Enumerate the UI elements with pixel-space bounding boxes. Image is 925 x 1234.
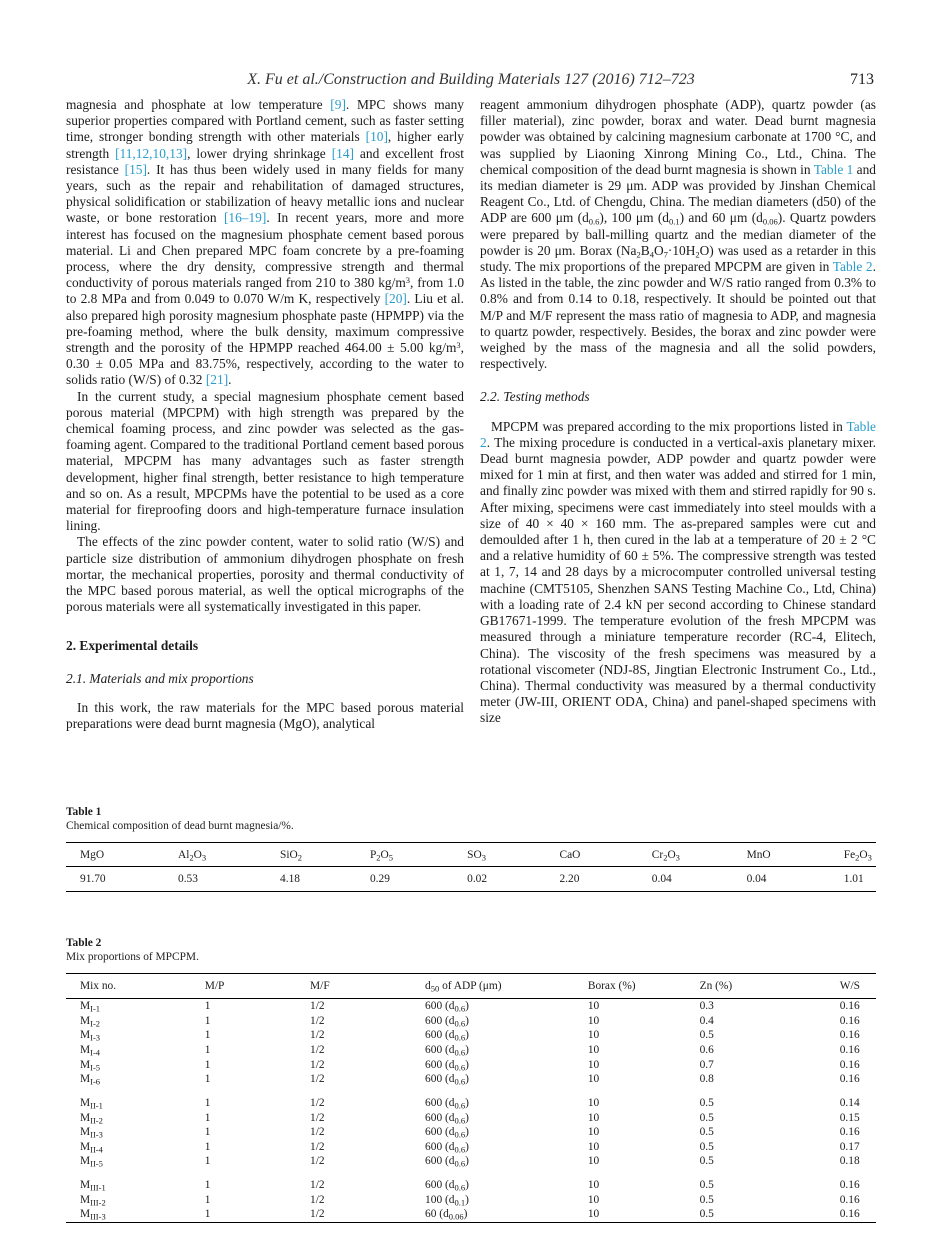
table-cell: 0.5 [699, 1029, 714, 1042]
table-row [66, 1193, 876, 1208]
chemical-composition-table [66, 842, 876, 892]
text-sub: 0.6 [454, 1076, 466, 1087]
text-sub: II-1 [90, 1100, 103, 1111]
column-header: SiO$_2$ [280, 849, 303, 863]
table-cell: 1 [204, 1126, 211, 1139]
journal-citation: X. Fu et al./Construction and Building Materials 127 (2016) 712–723 [247, 71, 695, 88]
table-cell: 1/2 [310, 1208, 325, 1221]
table-cell: 1/2 [310, 1073, 325, 1086]
table-row [66, 1057, 876, 1072]
table-cell: 0.14 [839, 1097, 860, 1110]
table-row [66, 1043, 876, 1058]
column-header: CaO [559, 849, 581, 861]
table-cell: 10 [587, 1014, 600, 1027]
text-sub: 0.6 [454, 1018, 466, 1029]
table-row [66, 1096, 876, 1111]
table-cell: 0.04 [746, 873, 767, 885]
table-cell: 10 [587, 1126, 600, 1139]
column-right [480, 97, 876, 727]
table-cell: 600 $(d_{0.6})$ [425, 1029, 469, 1043]
table-cell: 1/2 [310, 1111, 325, 1124]
text-sub: I-4 [90, 1047, 101, 1058]
table-cell: 0.4 [699, 1014, 714, 1027]
table-cell: 600 $(d_{0.6})$ [425, 1073, 469, 1087]
table-cell: 1/2 [310, 1043, 325, 1056]
text-sub: 0.1 [454, 1197, 466, 1208]
table-cell: 0.5 [699, 1097, 714, 1110]
table-cell: 1/2 [310, 1058, 325, 1071]
table-cell: 2.20 [559, 873, 580, 885]
column-header: Borax (%) [587, 980, 636, 992]
page-number: 713 [850, 71, 874, 88]
text-sub: 0.6 [454, 1115, 466, 1125]
citation-link[interactable]: Table 1 [813, 161, 854, 177]
column-header: $P_2O_5$ [369, 849, 394, 863]
text-sub: 2 [855, 852, 860, 863]
table-cell: 10 [587, 1073, 600, 1086]
text-sub: 2 [636, 249, 641, 260]
text-sub: 0.6 [454, 1062, 466, 1072]
column-header: MgO [80, 849, 105, 861]
text-sup: 3 [405, 275, 410, 286]
citation-link[interactable]: [9] [330, 97, 346, 112]
table-cell: 0.17 [839, 1140, 860, 1153]
table-cell: 0.5 [699, 1208, 714, 1221]
table-cell: 60 $(d_{0.06})$ [425, 1208, 468, 1222]
citation-link[interactable]: [14] [331, 145, 354, 161]
column-header: M/F [310, 980, 330, 992]
table-row [66, 1110, 876, 1125]
table-cell: 600 $(d_{0.6})$ [425, 1179, 469, 1193]
table-cell: 1 [204, 1058, 211, 1071]
table-cell: $M_{I-3}$ [80, 1029, 101, 1043]
paragraph: In this work, the raw materials for the MPC based porous material preparations were dead burnt magnesia (MgO), analytical [66, 699, 464, 732]
column-left [66, 97, 464, 732]
table-cell: 10 [587, 1140, 600, 1153]
column-header: W/S [839, 980, 860, 992]
table-cell: 0.5 [699, 1140, 714, 1153]
spacer-cell [66, 1169, 876, 1178]
table-cell: 600 $(d_{0.6})$ [425, 1000, 469, 1014]
text-sub: 0.6 [588, 216, 600, 227]
table-cell: 0.53 [178, 873, 198, 885]
column-header: $Fe_2O_3$ [843, 849, 872, 863]
table-cell: 0.5 [699, 1155, 714, 1168]
table-cell: 10 [587, 1000, 600, 1013]
table-cell: 0.6 [699, 1043, 714, 1056]
table-cell: $M_{I-5}$ [80, 1058, 101, 1072]
text-sub: 5 [388, 852, 394, 863]
table-cell: 600 $(d_{0.6})$ [425, 1111, 469, 1125]
table-cell: 0.02 [467, 873, 488, 885]
table-cell: 1/2 [310, 1155, 325, 1168]
table-cell: $M_{II-2}$ [80, 1111, 103, 1125]
table-cell: 0.16 [839, 1058, 860, 1071]
citation-link[interactable]: [21] [205, 372, 229, 388]
table-cell: 1 [204, 1043, 211, 1056]
table-row [66, 1154, 876, 1169]
paragraph: reagent ammonium dihydrogen phosphate (ADP), quartz powder (as filler material), zinc powder, borax and water. Dead burnt magnesia powder was obtained by calcining magnesium carbonate at 1700 °C, and was supplied by Liaoning Xinrong Mining Co., Ltd., China. The chemical composition of the dead burnt magnesia is shown in Table 1 and its median diameter is 29 μm. ADP was provided by Jinshan Chemical Reagent Co., Ltd. of Chengdu, China. The median diameters (d50) of the ADP are 600 μm (d0.6), 100 μm (d0.1) and 60 μm (d0.06). Quartz powders were prepared by ball-milling quartz and the median diameter of the powder is 20 μm. Borax (Na2B4O7·10H2O) was used as a retarder in this study. The mix proportions of the prepared MPCPM are given in Table 2. As listed in the table, the zinc powder and W/S ratio ranged from 0.3% to 0.8% and from 0.14 to 0.18, respectively. It should be pointed out that M/P and M/F represent the mass ratio of magnesia to ADP, and magnesia to quartz powder, respectively. Besides, the borax and zinc powder were weighed by the mass of the magnesia and all the solid powders, respectively. [480, 97, 876, 372]
table-label: Table 1 [66, 806, 102, 818]
subsection-heading: 2.1. Materials and mix proportions [66, 670, 254, 686]
text-sub: II-3 [90, 1129, 103, 1140]
table-label: Table 2 [66, 937, 102, 949]
table-cell: 1/2 [310, 1097, 325, 1110]
table-cell: 1/2 [310, 1000, 325, 1013]
table2-block [66, 937, 876, 1223]
table-cell: 1 [204, 1111, 211, 1124]
text-sub: 3 [867, 852, 872, 863]
column-header: $Al_2O_3$ [178, 849, 207, 863]
text-sub: 3 [481, 852, 486, 863]
text-sub: I-2 [90, 1018, 101, 1029]
table-cell: 0.18 [839, 1155, 860, 1168]
text-sub: 0.06 [762, 216, 778, 227]
text-sup: 3 [456, 340, 461, 351]
table-cell: 1/2 [310, 1126, 325, 1139]
text-sub: 50 [430, 983, 440, 994]
table-row [66, 1125, 876, 1140]
table-cell: $M_{II-4}$ [80, 1140, 103, 1155]
table-cell: 0.5 [699, 1193, 714, 1206]
table-cell: 4.18 [280, 873, 300, 885]
table-cell: $M_{III-1}$ [80, 1179, 106, 1193]
table-cell: 600 $(d_{0.6})$ [425, 1126, 469, 1140]
table-cell: 1/2 [310, 1140, 325, 1153]
table-cell: 1 [204, 1029, 211, 1042]
table-cell: $M_{III-2}$ [80, 1193, 106, 1208]
citation-link[interactable]: [11,12,10,13] [115, 145, 188, 161]
table-cell: 1/2 [310, 1193, 325, 1206]
table-caption: Mix proportions of MPCPM. [66, 951, 199, 963]
table-cell: 0.16 [839, 1043, 860, 1056]
table-cell: 1/2 [310, 1029, 325, 1042]
citation-link[interactable]: [20] [384, 291, 407, 307]
text-sub: II-2 [90, 1115, 103, 1125]
paragraph: In the current study, a special magnesium phosphate cement based porous material (MPCPM) with high strength was prepared by the chemical foaming process, and zinc powder was selected as the gas-foaming agent. Compared to the traditional Portland cement based porous material, MPCPM has many advantages such as faster strength development, higher final strength, better resistance to high temperature and so on. As a result, MPCPMs have the potential to be used as a core material for fireproofing doors and high-temperature furnace insulation lining. [66, 388, 464, 534]
table-cell: 0.16 [839, 1000, 860, 1013]
table-cell: 10 [587, 1043, 600, 1056]
table-cell: 1 [204, 1155, 211, 1168]
table-cell: 10 [587, 1193, 600, 1206]
citation-link[interactable]: [16–19] [223, 210, 267, 226]
column-header: Zn (%) [699, 980, 733, 992]
table-cell: 0.16 [839, 1029, 860, 1042]
table-row [66, 1140, 876, 1155]
text-sub: 2 [376, 852, 381, 863]
table-cell: 600 $(d_{0.6})$ [425, 1155, 469, 1169]
table-caption: Chemical composition of dead burnt magnesia/%. [66, 820, 294, 832]
table-cell: $M_{II-1}$ [80, 1097, 103, 1111]
table-row [66, 1014, 876, 1029]
table-cell: 10 [587, 1029, 600, 1042]
table-cell: 10 [587, 1058, 600, 1071]
table-cell: 0.16 [839, 1179, 860, 1192]
column-header: $d_{50}$ of ADP (μm) [425, 980, 502, 994]
table-row [66, 1178, 876, 1193]
table-cell: 0.15 [839, 1111, 860, 1124]
table-cell: 0.16 [839, 1073, 860, 1086]
table-cell: 10 [587, 1111, 600, 1124]
table-cell: 1 [204, 1140, 211, 1153]
text-sub: 2 [189, 852, 194, 863]
table-cell: 0.5 [699, 1179, 714, 1192]
table-row [66, 1207, 876, 1222]
table-cell: 10 [587, 1097, 600, 1110]
text-sub: II-4 [90, 1144, 103, 1155]
text-sub: III-2 [90, 1197, 106, 1208]
column-header: $Cr_2O_3$ [651, 849, 680, 863]
paragraph: The effects of the zinc powder content, water to solid ratio (W/S) and particle size distribution of ammonium dihydrogen phosphate on fresh mortar, the mechanical properties, porosity and thermal conductivity of the MPC based porous material, as well the optical micrographs of the porous materials were all systematically investigated in this paper. [66, 534, 464, 615]
text-sub: I-6 [90, 1076, 101, 1087]
text-sub: 3 [201, 852, 207, 863]
table-cell: 1 [204, 1097, 211, 1110]
text-sub: 0.6 [454, 1144, 466, 1155]
article-body [66, 97, 876, 803]
text-sub: 0.6 [454, 1158, 466, 1169]
table-cell: 1 [204, 1014, 211, 1027]
spacer-cell [66, 1086, 876, 1095]
table-cell: 600 $(d_{0.6})$ [425, 1058, 469, 1072]
column-header: MnO [746, 849, 771, 861]
table-cell: 10 [587, 1155, 600, 1168]
table-cell: $M_{I-4}$ [80, 1043, 101, 1058]
table-cell: 0.04 [651, 873, 672, 885]
table-cell: 600 $(d_{0.6})$ [425, 1014, 469, 1029]
table-cell: 100 $(d_{0.1})$ [425, 1193, 469, 1208]
table-cell: 0.5 [699, 1111, 714, 1124]
table-row [66, 1028, 876, 1043]
table-cell: 0.29 [369, 873, 390, 885]
text-sub: 2 [663, 852, 668, 863]
table-cell: 0.16 [839, 1014, 860, 1027]
text-sub: I-5 [90, 1062, 101, 1072]
text-sub: 0.06 [448, 1211, 464, 1222]
text-sub: 0.6 [454, 1100, 466, 1111]
text-sub: 4 [649, 249, 654, 260]
group-spacer [66, 1169, 876, 1178]
table-cell: 1/2 [310, 1014, 325, 1027]
paragraph: magnesia and phosphate at low temperature [9]. MPC shows many superior properties compared with Portland cement, such as faster setting time, stronger bonding strength with other materials [10], higher early strength [11,12,10,13], lower drying shrinkage [14] and excellent frost resistance [15]. It has thus been widely used in many fields for many years, such as the repair and rehabilitation of damaged structures, physical solidification or stabilization of heavy metallic ions and nuclear waste, or bone restoration [16–19]. In recent years, more and more interest has focused on the magnesium phosphate cement based porous material. Li and Chen prepared MPC foam concrete by a pre-foaming process, where the dry density, compressive strength and thermal conductivity of porous materials ranged from 210 to 380 $kg/m^3$, from 1.0 to 2.8 MPa and from 0.049 to 0.070 W/m K, respectively [20]. Liu et al. also prepared high porosity magnesium phosphate paste (HPMPP) via the pre-foaming method, where the bulk density, maximum compressive strength and the porosity of the HPMPP reached 464.00 ± 5.00 $kg/m^3$, 0.30 ± 0.05 MPa and 83.75%, respectively, according to the water to solids ratio (W/S) of 0.32 [21]. [66, 97, 465, 388]
subsection-heading: 2.2. Testing methods [480, 389, 590, 405]
citation-link[interactable]: [15] [124, 161, 147, 177]
text-sub: III-1 [90, 1182, 106, 1193]
column-header: $SO_3$ [467, 849, 486, 863]
text-sub: 0.6 [454, 1003, 466, 1014]
table-cell: 1.01 [843, 873, 864, 885]
mix-proportions-table [66, 973, 876, 1223]
citation-link[interactable]: Table 2 [832, 259, 873, 275]
table-cell: 600 $(d_{0.6})$ [425, 1140, 469, 1155]
text-sub: 0.1 [669, 216, 680, 227]
table-cell: $M_{III-3}$ [80, 1208, 106, 1222]
text-sub: 3 [675, 852, 680, 863]
text-sub: 2 [695, 249, 700, 260]
table-cell: 0.5 [699, 1126, 714, 1139]
table-cell: $M_{II-5}$ [80, 1155, 103, 1169]
text-sub: 0.6 [454, 1047, 466, 1058]
text-sub: I-1 [90, 1003, 101, 1014]
table-cell: 600 $(d_{0.6})$ [425, 1043, 469, 1058]
citation-link[interactable]: [10] [365, 129, 388, 145]
text-sub: 7 [663, 249, 668, 260]
table-cell: 1 [204, 1193, 211, 1206]
column-header: M/P [204, 980, 225, 992]
text-sub: III-3 [90, 1211, 106, 1222]
running-header [66, 71, 876, 86]
table-cell: $M_{I-6}$ [80, 1073, 101, 1087]
table-cell: $M_{I-2}$ [80, 1014, 101, 1029]
table-cell: 1 [204, 1179, 211, 1192]
table-cell: 0.16 [839, 1126, 860, 1139]
table1-block [66, 806, 876, 892]
text-sub: 2 [297, 852, 303, 863]
table-row [66, 999, 876, 1014]
table-cell: 0.8 [699, 1073, 714, 1086]
citation-link[interactable]: Table 2 [480, 418, 876, 450]
table-cell: 1 [204, 1073, 211, 1086]
table-cell: 1 [204, 1208, 211, 1221]
text-sub: 0.6 [454, 1182, 466, 1193]
column-header: Mix no. [80, 980, 117, 992]
text-sub: 0.6 [454, 1032, 466, 1043]
table-cell: 10 [587, 1208, 600, 1221]
table-cell: $M_{I-1}$ [80, 1000, 101, 1014]
text-sub: I-3 [90, 1032, 101, 1043]
table-cell: 0.16 [839, 1208, 860, 1221]
table-cell: 0.7 [699, 1058, 714, 1071]
table-cell: $M_{II-3}$ [80, 1126, 103, 1140]
table-row [66, 1072, 876, 1087]
table-cell: 600 $(d_{0.6})$ [425, 1097, 469, 1111]
table-cell: 91.70 [80, 873, 106, 885]
text-sub: II-5 [90, 1158, 103, 1169]
table-cell: 0.3 [699, 1000, 714, 1013]
table-row [66, 867, 876, 892]
paragraph: MPCPM was prepared according to the mix proportions listed in Table 2. The mixing procedure is conducted in a vertical-axis planetary mixer. Dead burnt magnesia powder, ADP powder and quartz powder were mixed for 1 min at first, and then water was added and stirred for 1 min, and finally zinc powder was mixed with them and stirred rapidly for 90 s. After mixing, specimens were cast immediately into steel moulds with a size of 40 × 40 × 160 mm. The as-prepared samples were cut and demoulded after 1 h, then cured in the lab at a temperature of 20 ± 2 °C and a relative humidity of 60 ± 5%. The compressive strength was tested at 1, 7, 14 and 28 days by a microcomputer controlled universal testing machine (CMT5105, Shenzhen SANS Testing Machine Co., Ltd, China) with a loading rate of 2.4 kN per second according to Chinese standard GB17671-1999. The temperature evolution of the fresh MPCPM was measured through a miniature temperature recorder (RC-4, Elitech, China). The viscosity of the fresh specimens was measured by a rotational viscometer (NDJ-8S, Jingtian Electronic Instrument Co., Ltd., China). Thermal conductivity was measured by a thermal conductivity meter (JW-III, ORIENT ODA, China) and panel-shaped specimens with size [480, 418, 876, 726]
text-sub: 0.6 [454, 1129, 466, 1140]
table-cell: 0.16 [839, 1193, 860, 1206]
section-heading: 2. Experimental details [66, 637, 199, 653]
table-cell: 1/2 [310, 1179, 325, 1192]
group-spacer [66, 1086, 876, 1095]
table-cell: 10 [587, 1179, 600, 1192]
table-cell: 1 [204, 1000, 211, 1013]
